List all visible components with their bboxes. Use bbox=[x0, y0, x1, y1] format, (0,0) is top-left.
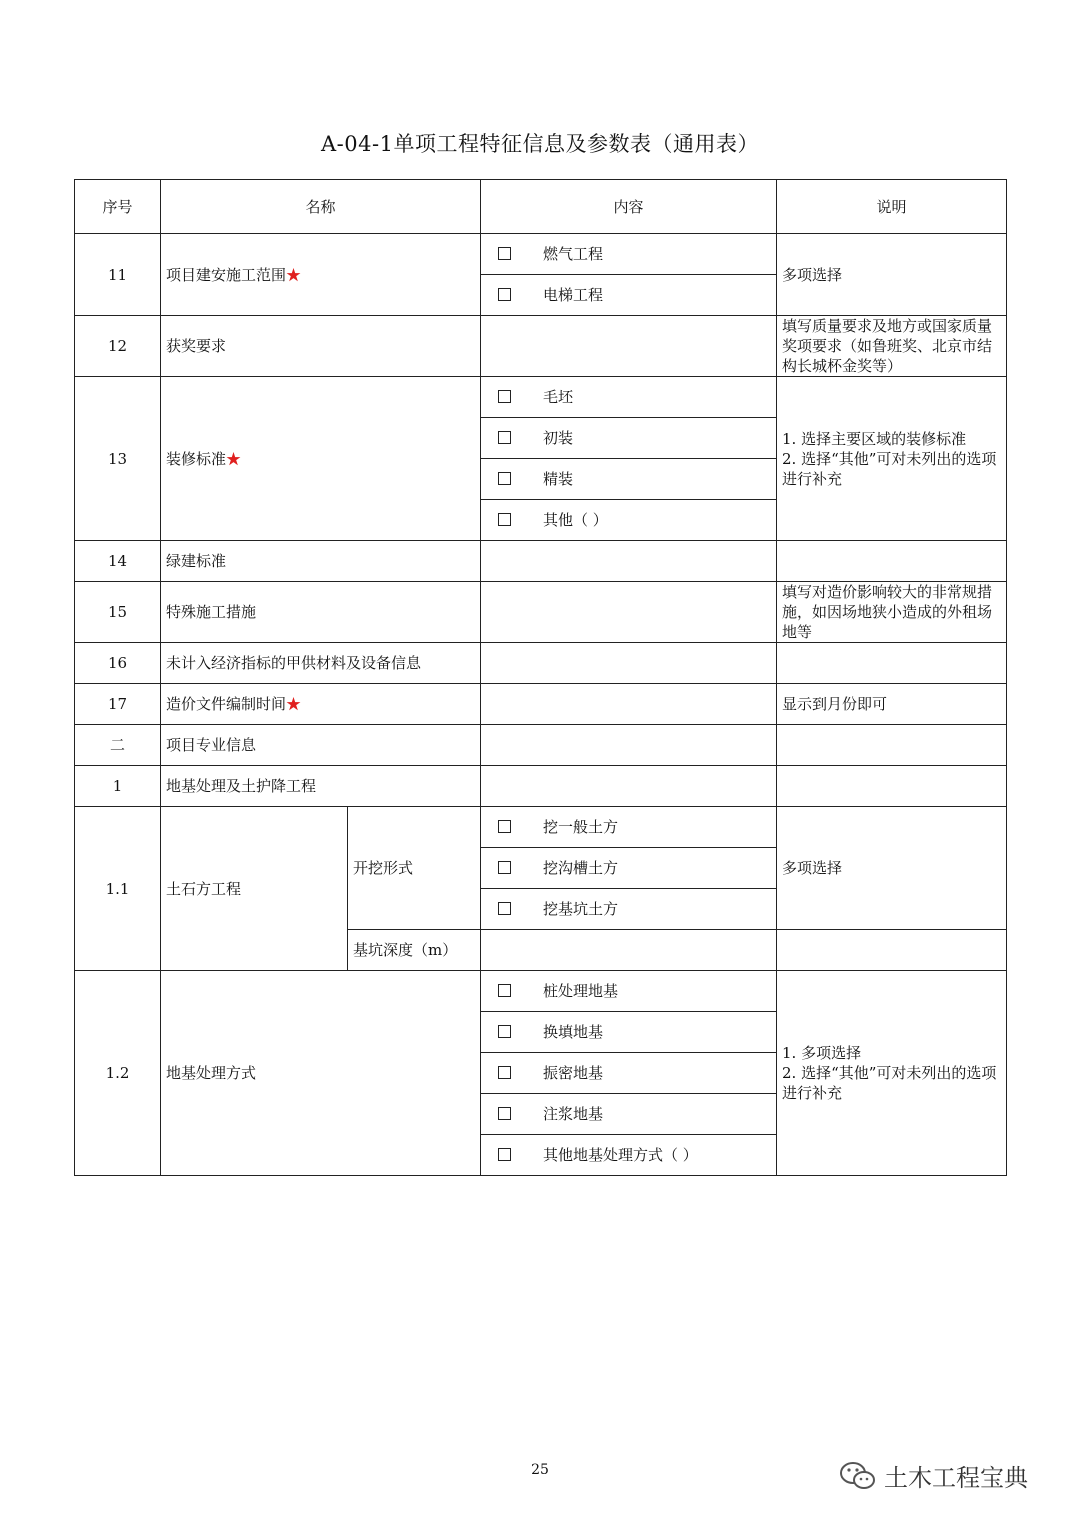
row-seq: 17 bbox=[75, 684, 161, 725]
content-cell[interactable] bbox=[481, 316, 777, 377]
required-star-icon: ★ bbox=[286, 265, 302, 284]
row-note: 多项选择 bbox=[777, 807, 1007, 930]
option-cell[interactable]: 挖沟槽土方 bbox=[481, 848, 777, 889]
option-cell[interactable]: 注浆地基 bbox=[481, 1094, 777, 1135]
row-note: 1. 选择主要区域的装修标准 2. 选择“其他”可对未列出的选项进行补充 bbox=[777, 377, 1007, 541]
table-row bbox=[75, 541, 1007, 582]
row-name: 造价文件编制时间★ bbox=[161, 684, 481, 725]
content-cell[interactable] bbox=[481, 725, 777, 766]
option-cell[interactable]: 桩处理地基 bbox=[481, 971, 777, 1012]
row-note: 1. 多项选择 2. 选择“其他”可对未列出的选项进行补充 bbox=[777, 971, 1007, 1176]
option-cell[interactable]: 挖基坑土方 bbox=[481, 889, 777, 930]
required-star-icon: ★ bbox=[226, 449, 242, 468]
row-name: 获奖要求 bbox=[161, 316, 481, 377]
note-cell bbox=[777, 541, 1007, 582]
watermark bbox=[838, 1458, 1028, 1493]
row-name: 土石方工程 bbox=[161, 807, 348, 971]
checkbox[interactable] bbox=[498, 902, 511, 915]
page-title: A-04-1单项工程特征信息及参数表（通用表） bbox=[321, 132, 759, 156]
page-number: 25 bbox=[531, 1462, 549, 1478]
row-name: 绿建标准 bbox=[161, 541, 481, 582]
note-cell bbox=[777, 930, 1007, 971]
row-name: 项目建安施工范围★ bbox=[161, 234, 481, 316]
option-cell[interactable]: 振密地基 bbox=[481, 1053, 777, 1094]
watermark-text: 土木工程宝典 bbox=[884, 1464, 1028, 1492]
required-star-icon: ★ bbox=[286, 695, 302, 713]
note-cell bbox=[777, 643, 1007, 684]
table-row bbox=[75, 725, 1007, 766]
row-seq: 11 bbox=[75, 234, 161, 316]
content-cell[interactable] bbox=[481, 582, 777, 643]
header-seq: 序号 bbox=[75, 180, 161, 234]
sub-name: 开挖形式 bbox=[348, 807, 481, 930]
row-seq: 15 bbox=[75, 582, 161, 643]
row-name: 地基处理方式 bbox=[161, 971, 481, 1176]
content-cell[interactable] bbox=[481, 541, 777, 582]
header-content: 内容 bbox=[481, 180, 777, 234]
checkbox[interactable] bbox=[498, 472, 511, 485]
checkbox[interactable] bbox=[498, 1025, 511, 1038]
checkbox[interactable] bbox=[498, 513, 511, 526]
option-cell[interactable]: 初装 bbox=[481, 418, 777, 459]
checkbox[interactable] bbox=[498, 390, 511, 403]
table-row bbox=[75, 807, 1007, 848]
option-cell[interactable]: 换填地基 bbox=[481, 1012, 777, 1053]
row-seq: 二 bbox=[75, 725, 161, 766]
row-name: 项目专业信息 bbox=[161, 725, 481, 766]
table-row bbox=[75, 643, 1007, 684]
parameter-table bbox=[74, 179, 1007, 1176]
option-cell[interactable]: 毛坯 bbox=[481, 377, 777, 418]
table-row bbox=[75, 971, 1007, 1012]
table-row bbox=[75, 766, 1007, 807]
row-seq: 13 bbox=[75, 377, 161, 541]
row-note: 填写质量要求及地方或国家质量奖项要求（如鲁班奖、北京市结构长城杯金奖等） bbox=[777, 316, 1007, 377]
content-cell[interactable] bbox=[481, 930, 777, 971]
option-cell[interactable]: 电梯工程 bbox=[481, 275, 777, 316]
row-seq: 1.2 bbox=[75, 971, 161, 1176]
row-name: 特殊施工措施 bbox=[161, 582, 481, 643]
option-cell[interactable]: 其他（ ） bbox=[481, 500, 777, 541]
checkbox[interactable] bbox=[498, 247, 511, 260]
row-seq: 12 bbox=[75, 316, 161, 377]
row-note: 显示到月份即可 bbox=[777, 684, 1007, 725]
row-name: 地基处理及土护降工程 bbox=[161, 766, 481, 807]
row-note: 填写对造价影响较大的非常规措施，如因场地狭小造成的外租场地等 bbox=[777, 582, 1007, 643]
checkbox[interactable] bbox=[498, 1066, 511, 1079]
table-row bbox=[75, 377, 1007, 418]
content-cell[interactable] bbox=[481, 643, 777, 684]
sub-name: 基坑深度（m） bbox=[348, 930, 481, 971]
checkbox[interactable] bbox=[498, 861, 511, 874]
row-seq: 1.1 bbox=[75, 807, 161, 971]
checkbox[interactable] bbox=[498, 431, 511, 444]
option-cell[interactable]: 挖一般土方 bbox=[481, 807, 777, 848]
row-name: 未计入经济指标的甲供材料及设备信息 bbox=[161, 643, 481, 684]
table-row bbox=[75, 316, 1007, 377]
header-note: 说明 bbox=[777, 180, 1007, 234]
header-row bbox=[75, 180, 1007, 234]
row-seq: 16 bbox=[75, 643, 161, 684]
checkbox[interactable] bbox=[498, 984, 511, 997]
header-name: 名称 bbox=[161, 180, 481, 234]
content-cell[interactable] bbox=[481, 766, 777, 807]
content-cell[interactable] bbox=[481, 684, 777, 725]
table-row bbox=[75, 234, 1007, 275]
table-row bbox=[75, 582, 1007, 643]
checkbox[interactable] bbox=[498, 1107, 511, 1120]
wechat-icon bbox=[838, 1460, 878, 1492]
option-cell[interactable]: 燃气工程 bbox=[481, 234, 777, 275]
row-name: 装修标准★ bbox=[161, 377, 481, 541]
row-seq: 1 bbox=[75, 766, 161, 807]
option-cell[interactable]: 精装 bbox=[481, 459, 777, 500]
table-row bbox=[75, 684, 1007, 725]
option-cell[interactable]: 其他地基处理方式（ ） bbox=[481, 1135, 777, 1176]
note-cell bbox=[777, 725, 1007, 766]
checkbox[interactable] bbox=[498, 288, 511, 301]
row-note: 多项选择 bbox=[777, 234, 1007, 316]
note-cell bbox=[777, 766, 1007, 807]
row-seq: 14 bbox=[75, 541, 161, 582]
checkbox[interactable] bbox=[498, 820, 511, 833]
checkbox[interactable] bbox=[498, 1148, 511, 1161]
